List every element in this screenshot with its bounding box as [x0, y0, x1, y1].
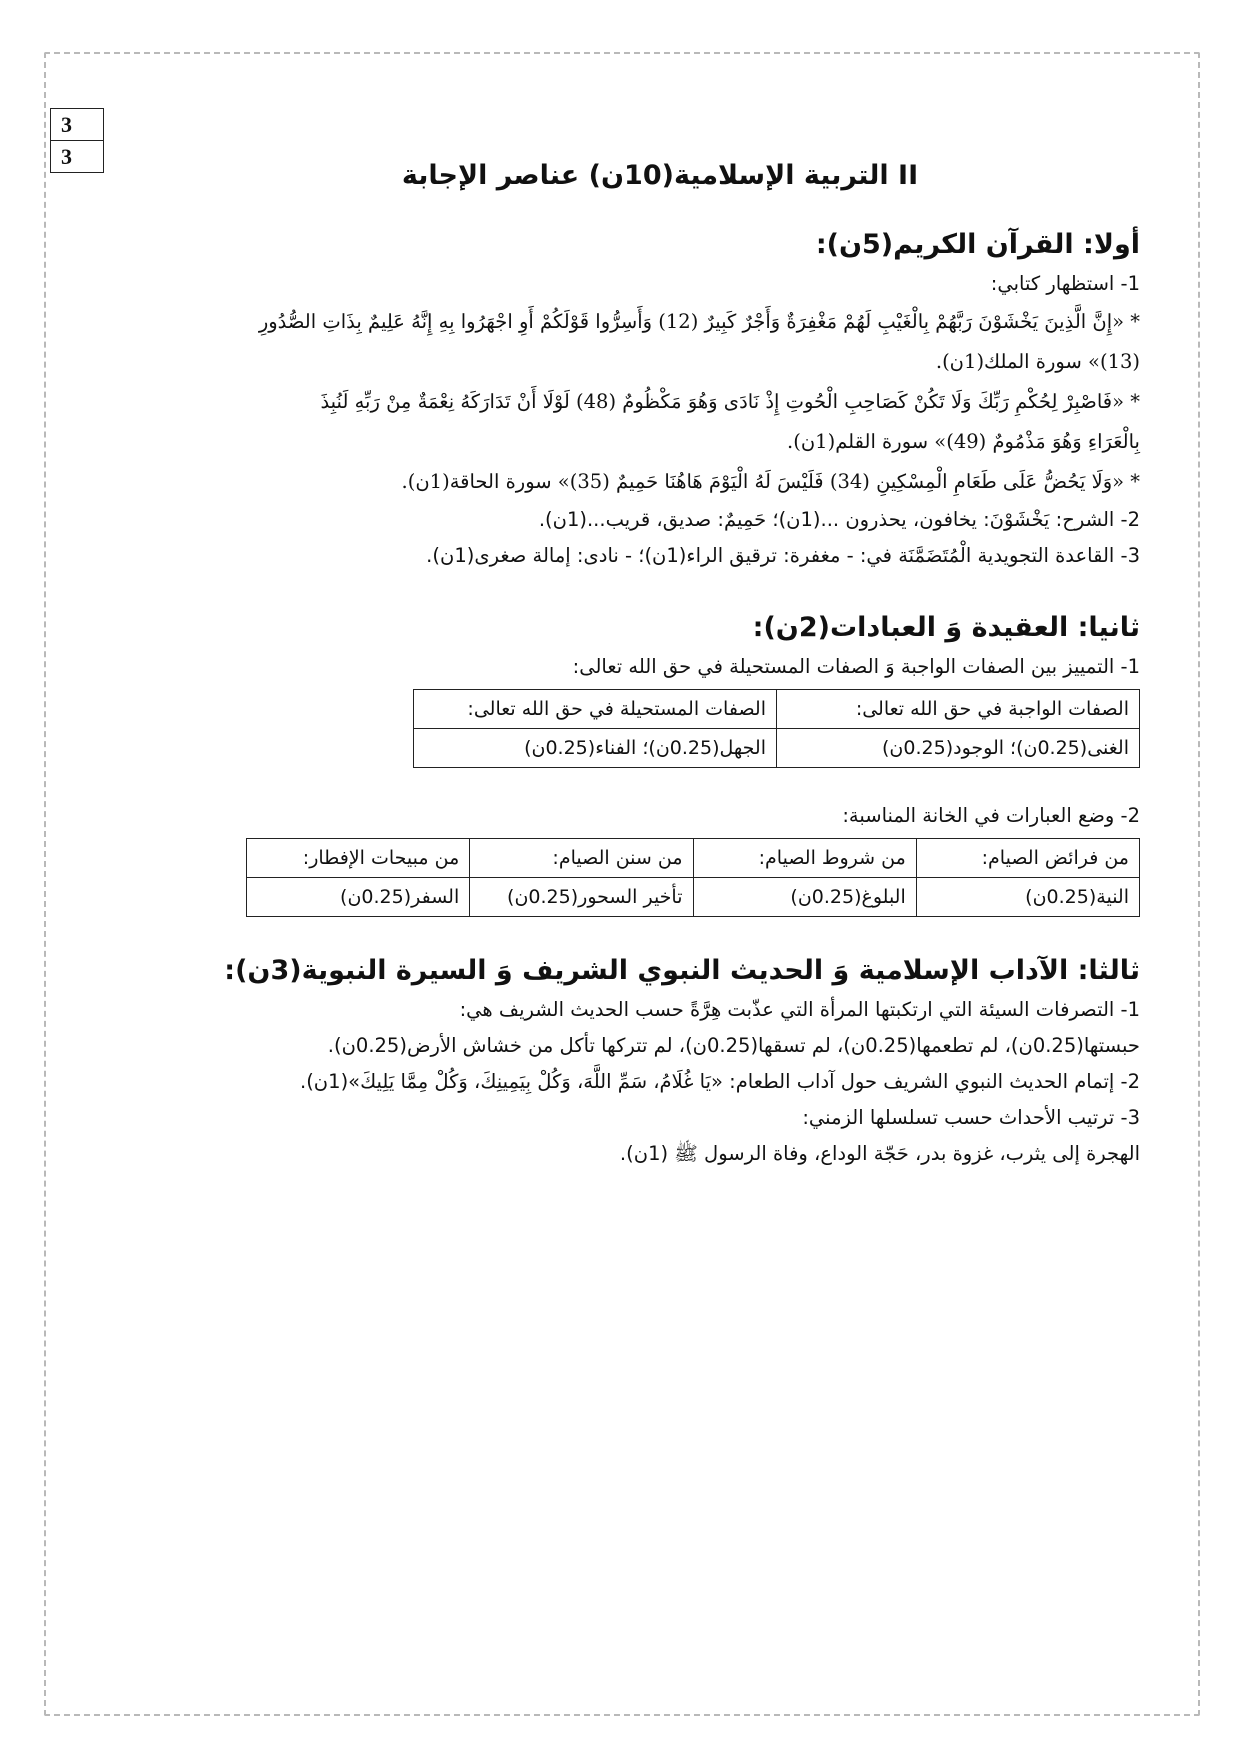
adab-item-3: 3- ترتيب الأحداث حسب تسلسلها الزمني:: [802, 1106, 1140, 1129]
adab-item-1: 1- التصرفات السيئة التي ارتكبتها المرأة التي عذّبت هِرَّةً حسب الحديث الشريف هي:: [459, 998, 1140, 1021]
table-cell: من مبيحات الإفطار:: [247, 839, 470, 878]
attributes-table: [413, 689, 1140, 768]
page-number-box: [50, 108, 104, 173]
table-cell: النية(0.25ن): [916, 878, 1139, 917]
table-row: [414, 729, 1140, 768]
page-title: II التربية الإسلامية(10ن) عناصر الإجابة: [401, 160, 919, 191]
adab-item-3-answer: الهجرة إلى يثرب، غزوة بدر، حَجّة الوداع، وفاة الرسول ﷺ (1ن).: [619, 1142, 1140, 1165]
quran-verse-2b: بِالْعَرَاءِ وَهُوَ مَذْمُومٌ (49)» سورة القلم(1ن).: [787, 430, 1140, 453]
quran-verse-2a: * «فَاصْبِرْ لِحُكْمِ رَبِّكَ وَلَا تَكُنْ كَصَاحِبِ الْحُوتِ إِذْ نَادَى وَهُوَ مَكْظُومٌ (48) لَوْلَا أَنْ تَدَارَكَهُ نِعْمَةٌ مِنْ رَبِّهِ لَنُبِذَ: [320, 390, 1140, 413]
adab-item-1-answer: حبستها(0.25ن)، لم تطعمها(0.25ن)، لم تسقها(0.25ن)، لم تتركها تأكل من خشاش الأرض(0.25ن).: [327, 1034, 1140, 1057]
page-total: 3: [51, 140, 103, 172]
table-cell: الغنى(0.25ن)؛ الوجود(0.25ن): [777, 729, 1140, 768]
table-cell: السفر(0.25ن): [247, 878, 470, 917]
section-quran-heading: أولا: القرآن الكريم(5ن):: [815, 229, 1140, 260]
table-row: [247, 878, 1140, 917]
table-cell: من فرائض الصيام:: [916, 839, 1139, 878]
table-cell: الجهل(0.25ن)؛ الفناء(0.25ن): [414, 729, 777, 768]
adab-item-2: 2- إتمام الحديث النبوي الشريف حول آداب الطعام: «يَا غُلَامُ، سَمِّ اللَّهَ، وَكُلْ بِيَمِينِكَ، وَكُلْ مِمَّا يَلِيكَ»(1ن).: [300, 1070, 1140, 1093]
quran-verse-3: * «وَلَا يَحُضُّ عَلَى طَعَامِ الْمِسْكِينِ (34) فَلَيْسَ لَهُ الْيَوْمَ هَاهُنَا حَمِيمٌ (35)» سورة الحاقة(1ن).: [401, 470, 1140, 493]
table-header-row: [414, 690, 1140, 729]
quran-verse-1b: (13)» سورة الملك(1ن).: [935, 350, 1140, 373]
aqida-item-2: 2- وضع العبارات في الخانة المناسبة:: [842, 804, 1140, 827]
quran-item-3: 3- القاعدة التجويدية الْمُتَضَمَّنَة في: - مغفرة: ترقيق الراء(1ن)؛ - نادى: إمالة صغرى(1ن).: [426, 544, 1140, 567]
answer-key-content: [120, 160, 1140, 1172]
section-adab-heading: ثالثا: الآداب الإسلامية وَ الحديث النبوي الشريف وَ السيرة النبوية(3ن):: [224, 955, 1140, 986]
fasting-table: [246, 838, 1140, 917]
page-number: 3: [61, 112, 72, 137]
table-cell: من شروط الصيام:: [693, 839, 916, 878]
table-cell: الصفات الواجبة في حق الله تعالى:: [777, 690, 1140, 729]
table-header-row: [247, 839, 1140, 878]
aqida-item-1: 1- التمييز بين الصفات الواجبة وَ الصفات المستحيلة في حق الله تعالى:: [572, 655, 1140, 678]
table-cell: من سنن الصيام:: [470, 839, 693, 878]
table-cell: البلوغ(0.25ن): [693, 878, 916, 917]
table-cell: الصفات المستحيلة في حق الله تعالى:: [414, 690, 777, 729]
section-aqida-heading: ثانيا: العقيدة وَ العبادات(2ن):: [752, 612, 1140, 643]
quran-item-1: 1- استظهار كتابي:: [990, 272, 1140, 295]
quran-verse-1a: * «إِنَّ الَّذِينَ يَخْشَوْنَ رَبَّهُمْ بِالْغَيْبِ لَهُمْ مَغْفِرَةٌ وَأَجْرٌ كَبِيرٌ (12) وَأَسِرُّوا قَوْلَكُمْ أَوِ اجْهَرُوا بِهِ إِنَّهُ عَلِيمٌ بِذَاتِ الصُّدُورِ: [258, 310, 1140, 333]
table-cell: تأخير السحور(0.25ن): [470, 878, 693, 917]
quran-item-2: 2- الشرح: يَخْشَوْنَ: يخافون، يحذرون ...(1ن)؛ حَمِيمٌ: صديق، قريب...(1ن).: [538, 508, 1140, 531]
